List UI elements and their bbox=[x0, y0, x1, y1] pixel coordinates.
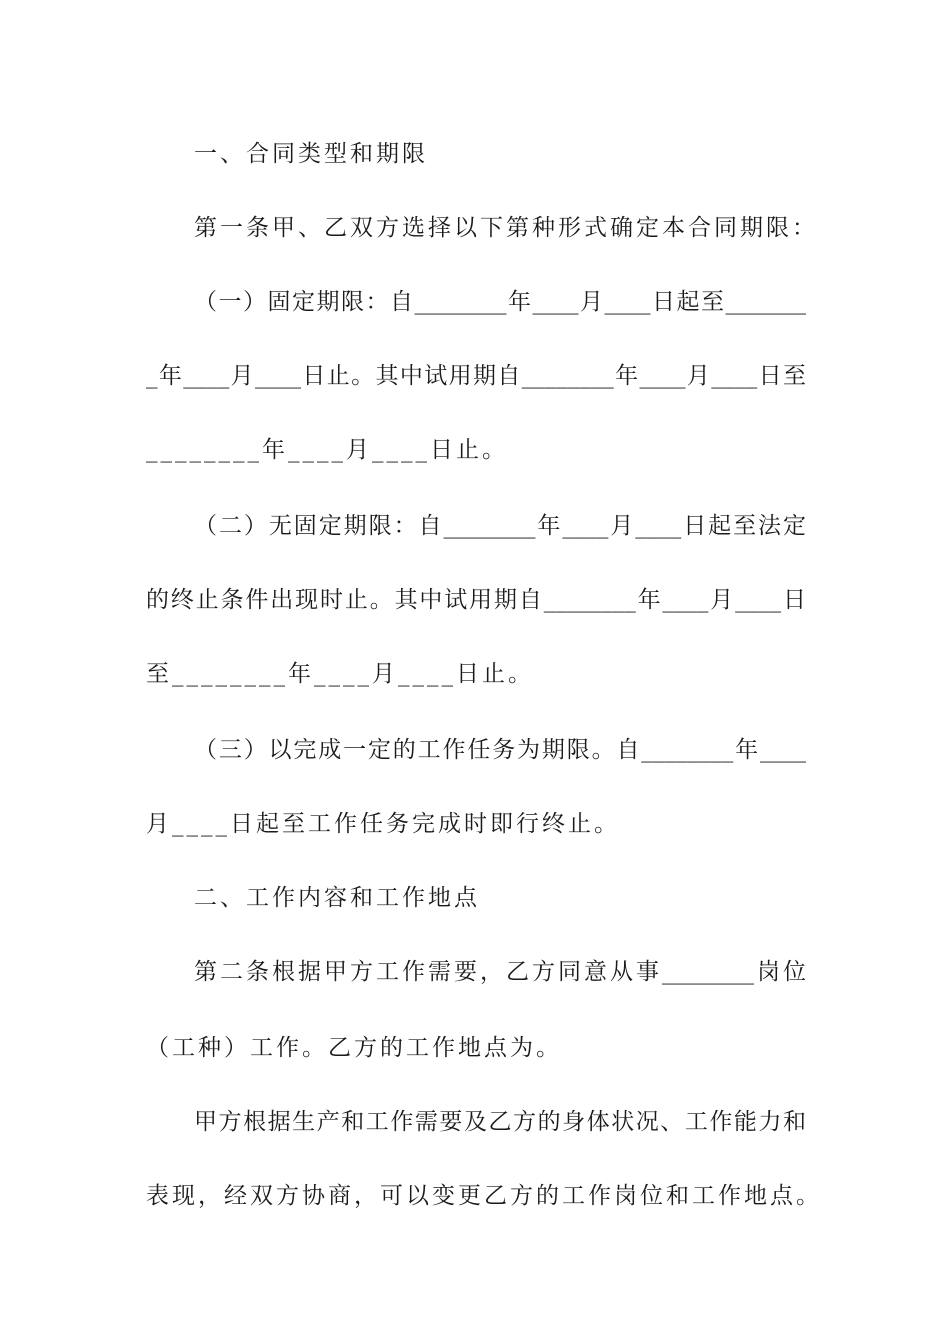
clause-2-line-2: 的终止条件出现时止。其中试用期自________年____月____日 bbox=[146, 587, 806, 613]
article-1-text: 第一条甲、乙双方选择以下第种形式确定本合同期限： bbox=[194, 215, 818, 241]
paragraph-line-1: 甲方根据生产和工作需要及乙方的身体状况、工作能力和 bbox=[194, 1109, 806, 1135]
article-2-line-1: 第二条根据甲方工作需要，乙方同意从事________岗位 bbox=[194, 959, 806, 985]
clause-2-line-1: （二）无固定期限：自________年____月____日起至法定 bbox=[194, 513, 806, 539]
paragraph-line-2: 表现，经双方协商，可以变更乙方的工作岗位和工作地点。 bbox=[146, 1183, 822, 1209]
section-heading-2: 二、工作内容和工作地点 bbox=[194, 885, 480, 911]
clause-1-line-1: （一）固定期限：自________年____月____日起至_______ bbox=[194, 289, 806, 315]
clause-1-line-3: ________年____月____日止。 bbox=[146, 437, 508, 463]
clause-1-line-2: _年____月____日止。其中试用期自________年____月____日至 bbox=[146, 363, 806, 389]
article-2-line-2: （工种）工作。乙方的工作地点为。 bbox=[146, 1035, 562, 1061]
section-heading-1: 一、合同类型和期限 bbox=[194, 141, 428, 167]
clause-3-line-1: （三）以完成一定的工作任务为期限。自________年____ bbox=[194, 737, 806, 763]
clause-3-line-2: 月____日起至工作任务完成时即行终止。 bbox=[146, 811, 620, 837]
clause-2-line-3: 至________年____月____日止。 bbox=[146, 661, 534, 687]
